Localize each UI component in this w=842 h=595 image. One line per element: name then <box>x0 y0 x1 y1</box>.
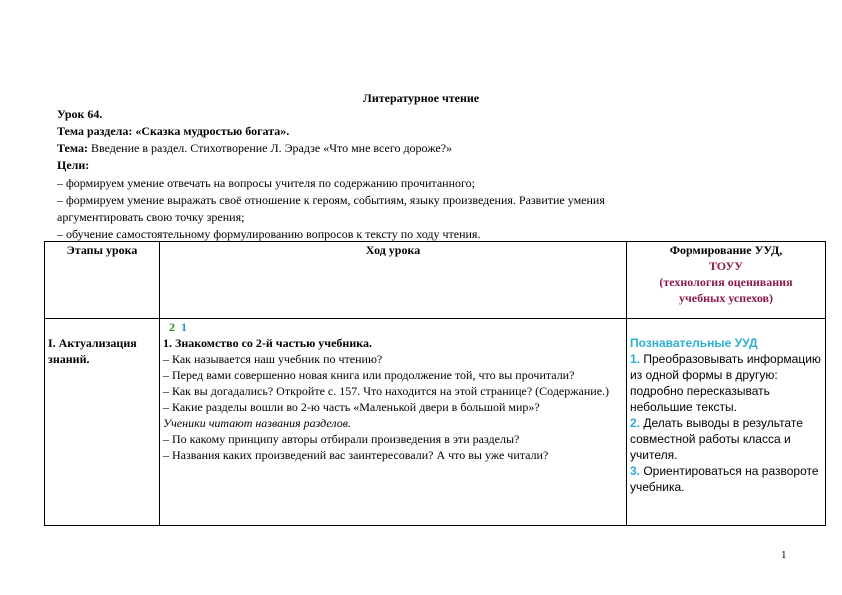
topic-label: Тема: <box>57 141 91 155</box>
topic-value: Введение в раздел. Стихотворение Л. Эрадзе «Что мне всего дороже?» <box>90 141 453 155</box>
question-line: – По какому принципу авторы отбирали произведения в эти разделы? <box>163 432 520 446</box>
goal-item: – обучение самостоятельному формулированию вопросов к тексту по ходу чтения. <box>57 227 481 241</box>
goals-label: Цели: <box>57 158 90 172</box>
header-uud-line: Формирование УУД, <box>669 243 783 257</box>
lesson-number: Урок 64. <box>57 107 103 121</box>
page-title: Литературное чтение <box>362 91 480 105</box>
uud-title: Познавательные УУД <box>630 336 758 350</box>
header-lesson-flow: Ход урока <box>160 242 627 319</box>
header-stages: Этапы урока <box>45 242 160 319</box>
question-line: – Названия каких произведений вас заинтересовали? А что вы уже читали? <box>163 448 549 462</box>
page-number: 1 <box>781 549 787 561</box>
header-touu-desc: (технология оценивания <box>659 275 793 289</box>
topic-line <box>57 140 452 157</box>
header-touu-desc: учебных успехов) <box>678 291 774 305</box>
mark-teal: 1 <box>181 320 187 334</box>
question-line: – Какие разделы вошли во 2-ю часть «Маленькой двери в большой мир»? <box>163 400 540 414</box>
goal-item: – формируем умение отвечать на вопросы учителя по содержанию прочитанного; <box>57 176 475 190</box>
header-uud <box>627 242 826 319</box>
question-line: – Как вы догадались? Откройте с. 157. Что находится на этой странице? (Содержание.) <box>163 384 610 398</box>
table-header-row <box>45 242 826 319</box>
question-line: – Как называется наш учебник по чтению? <box>163 352 383 366</box>
uud-item: 1. Преобразовывать информацию из одной формы в другую: подробно пересказывать небольшие тексты. <box>630 352 821 414</box>
mark-green: 2 <box>169 320 175 334</box>
goal-item: – формируем умение выражать своё отношение к героям, событиям, языку произведения. Развитие умения <box>57 193 605 207</box>
uud-cell <box>627 319 826 526</box>
grade-marks <box>163 319 623 335</box>
table-row <box>45 319 826 526</box>
stage-cell: I. Актуализация знаний. <box>45 319 160 526</box>
goal-item: аргументировать свою точку зрения; <box>57 210 245 224</box>
section-value: «Сказка мудростью богата». <box>135 124 290 138</box>
question-line: – Перед вами совершенно новая книга или продолжение той, что вы прочитали? <box>163 368 575 382</box>
section-line <box>57 123 289 140</box>
header-touu: ТОУУ <box>708 259 744 273</box>
lesson-step-heading: 1. Знакомство со 2-й частью учебника. <box>163 336 372 350</box>
uud-item: 2. Делать выводы в результате совместной работы класса и учителя. <box>630 416 803 462</box>
lesson-table <box>44 241 826 526</box>
uud-item: 3. Ориентироваться на развороте учебника. <box>630 464 819 494</box>
instruction-line: Ученики читают названия разделов. <box>163 416 352 430</box>
lesson-flow-cell <box>160 319 627 526</box>
section-label: Тема раздела: <box>57 124 136 138</box>
